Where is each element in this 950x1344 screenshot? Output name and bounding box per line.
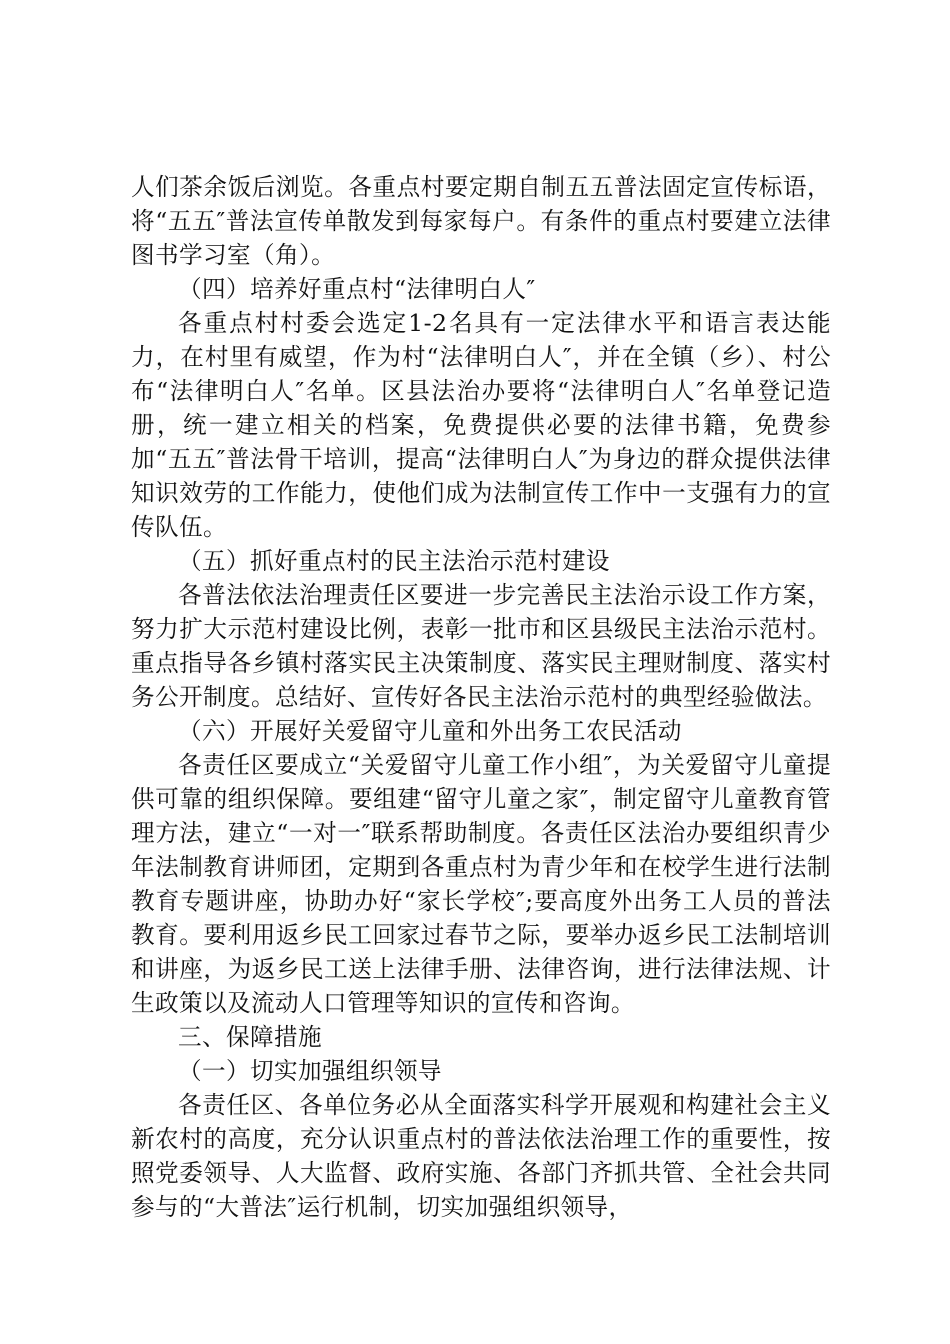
paragraph-legal-advisors: 各重点村村委会选定1-2名具有一定法律水平和语言表达能力，在村里有威望，作为村“法律明白人″，并在全镇（乡）、村公布“法律明白人″名单。区县法治办要将“法律明白人″名单登记造册，统一建立相关的档案，免费提供必要的法律书籍，免费参加“五五″普法骨干培训，提高“法律明白人″为身边的群众提供法律知识效劳的工作能力，使他们成为法制宣传工作中一支强有力的宣传队伍。 (131, 309, 831, 541)
section-heading-5: （五）抓好重点村的民主法治示范村建设 (178, 547, 610, 575)
paragraph-left-behind-children: 各责任区要成立“关爱留守儿童工作小组″，为关爱留守儿童提供可靠的组织保障。要组建“留守儿童之家″，制定留守儿童教育管理方法，建立“一对一″联系帮助制度。各责任区法治办要组织青少年法制教育讲师团，定期到各重点村为青少年和在校学生进行法制教育专题讲座，协助办好“家长学校″;要高度外出务工人员的普法教育。要利用返乡民工回家过春节之际，要举办返乡民工法制培训和讲座，为返乡民工送上法律手册、法律咨询，进行法律法规、计生政策以及流动人口管理等知识的宣传和咨询。 (131, 751, 831, 1017)
paragraph-continued: 人们茶余饭后浏览。各重点村要定期自制五五普法固定宣传标语，将“五五″普法宣传单散发到每家每户。有条件的重点村要建立法律图书学习室（角）。 (131, 173, 831, 269)
chapter-heading-3: 三、保障措施 (178, 1023, 322, 1051)
section-heading-6: （六）开展好关爱留守儿童和外出务工农民活动 (178, 717, 682, 745)
paragraph-organization: 各责任区、各单位务必从全面落实科学开展观和构建社会主义新农村的高度，充分认识重点村的普法依法治理工作的重要性，按照党委领导、人大监督、政府实施、各部门齐抓共管、全社会共同参与的“大普法″运行机制，切实加强组织领导， (131, 1091, 831, 1221)
section-heading-4: （四）培养好重点村“法律明白人″ (178, 275, 536, 303)
document-body (131, 170, 831, 1224)
section-heading-1: （一）切实加强组织领导 (178, 1057, 442, 1085)
paragraph-model-village: 各普法依法治理责任区要进一步完善民主法治示设工作方案，努力扩大示范村建设比例，表彰一批市和区县级民主法治示范村。重点指导各乡镇村落实民主决策制度、落实民主理财制度、落实村务公开制度。总结好、宣传好各民主法治示范村的典型经验做法。 (131, 581, 831, 711)
